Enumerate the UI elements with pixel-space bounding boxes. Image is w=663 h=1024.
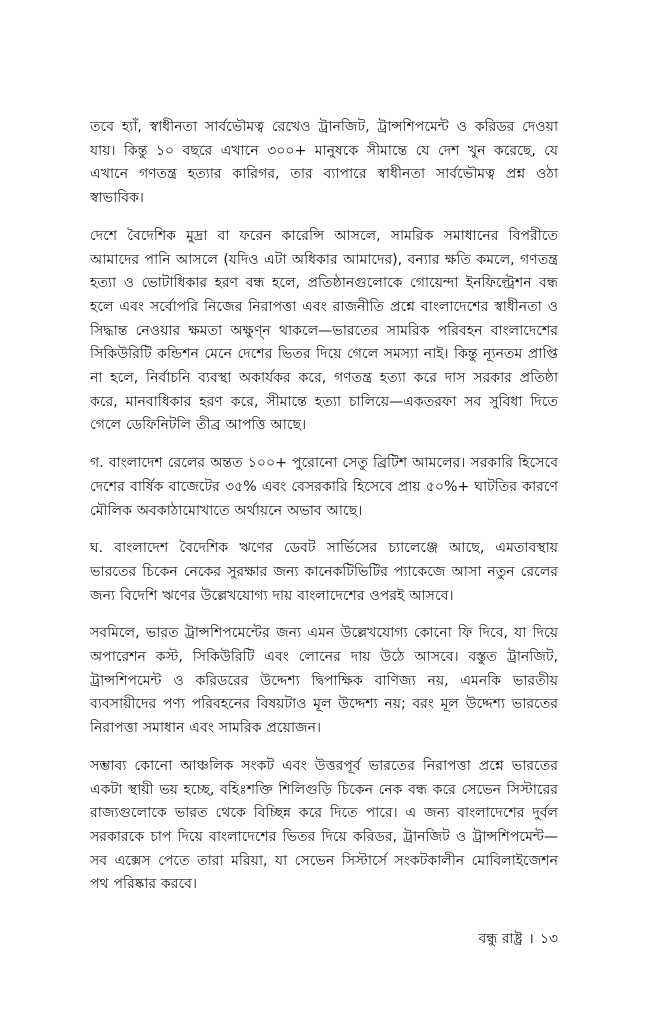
page-number: ১৩ [539, 931, 558, 947]
paragraph-conditions: দেশে বৈদেশিক মুদ্রা বা ফরেন কারেন্সি আসলে, সামরিক সমাধানের বিপরীতে আমাদের পানি আসলে (যদিও এটা অধিকার আমাদের), বন্যার ক্ষতি কমলে, গণতন্ত্র হত্যা ও ভোটাধিকার হরণ বন্ধ হলে, প্রতিষ্ঠানগুলোকে গোয়েন্দা ইনফিল্ট্রেশন বন্ধ হলে এবং সর্বোপরি নিজের নিরাপত্তা এবং রাজনীতি প্রশ্নে বাংলাদেশের স্বাধীনতা ও সিদ্ধান্ত নেওয়ার ক্ষমতা অক্ষুণ্ন থাকলে—ভারতের সামরিক পরিবহন বাংলাদেশের সিকিউরিটি কন্ডিশন মেনে দেশের ভিতর দিয়ে গেলে সমস্যা নাই। কিন্তু ন্যূনতম প্রাপ্তি না হলে, নির্বাচনি ব্যবস্থা অকার্যকর করে, গণতন্ত্র হত্যা করে দাস সরকার প্রতিষ্ঠা করে, মানবাধিকার হরণ করে, সীমান্তে হত্যা চালিয়ে—একতরফা সব সুবিধা দিতে গেলে ডেফিনিটলি তীব্র আপত্তি আছে। [90, 227, 558, 434]
page-footer [478, 929, 558, 949]
paragraph-foreign-debt: ঘ. বাংলাদেশ বৈদেশিক ঋণের ডেবট সার্ভিসের চ্যালেঞ্জে আছে, এমতাবস্থায় ভারতের চিকেন নেকের সুরক্ষার জন্য কানেকটিভিটির প্যাকেজে আসা নতুন রেলের জন্য বিদেশি ঋণের উল্লেখযোগ্য দায় বাংলাদেশের ওপরই আসবে। [90, 540, 558, 604]
footer-separator: । [528, 931, 534, 947]
paragraph-railway-bridges: গ. বাংলাদেশ রেলের অন্তত ১০০+ পুরোনো সেতু ব্রিটিশ আমলের। সরকারি হিসেবে দেশের বার্ষিক বাজেটের ৩৫% এবং বেসরকারি হিসেবে প্রায় ৫০%+ ঘাটতির কারণে মৌলিক অবকাঠামোখাতে অর্থায়নে অভাব আছে। [90, 455, 558, 519]
running-title: বন্ধু রাষ্ট্র [478, 931, 523, 947]
paragraph-chicken-neck: সম্ভাব্য কোনো আঞ্চলিক সংকট এবং উত্তরপূর্ব ভারতের নিরাপত্তা প্রশ্নে ভারতের একটা স্থায়ী ভয় হচ্ছে, বহিঃশক্তি শিলিগুড়ি চিকেন নেক বন্ধ করে সেভেন সিস্টারের রাজ্যগুলোকে ভারত থেকে বিচ্ছিন্ন করে দিতে পারে। এ জন্য বাংলাদেশের দুর্বল সরকারকে চাপ দিয়ে বাংলাদেশের ভিতর দিয়ে করিডর, ট্রানজিট ও ট্রান্সশিপমেন্ট—সব এক্সেস পেতে তারা মরিয়া, যা সেভেন সিস্টার্সে সংকটকালীন মোবিলাইজেশন পথ পরিষ্কার করবে। [90, 757, 558, 893]
paragraph-sovereignty: তবে হ্যাঁ, স্বাধীনতা সার্বভৌমত্ব রেখেও ট্রানজিট, ট্রান্সশিপমেন্ট ও করিডর দেওয়া যায়। কিন্তু ১০ বছরে এখানে ৩০০+ মানুষকে সীমান্তে যে দেশ খুন করেছে, যে এখানে গণতন্ত্র হত্যার কারিগর, তার ব্যাপারে স্বাধীনতা সার্বভৌমত্ব প্রশ্ন ওঠা স্বাভাবিক। [90, 119, 558, 207]
body-text [90, 116, 558, 911]
paragraph-transshipment-fee: সবমিলে, ভারত ট্রান্সশিপমেন্টের জন্য এমন উল্লেখযোগ্য কোনো ফি দিবে, যা দিয়ে অপারেশন কস্ট, সিকিউরিটি এবং লোনের দায় উঠে আসবে। বস্তুত ট্রানজিট, ট্রান্সশিপমেন্ট ও করিডরের উদ্দেশ্য দ্বিপাক্ষিক বাণিজ্য নয়, এমনকি ভারতীয় ব্যবসায়ীদের পণ্য পরিবহনের বিষয়টাও মূল উদ্দেশ্য নয়; বরং মূল উদ্দেশ্য ভারতের নিরাপত্তা সমাধান এবং সামরিক প্রয়োজন। [90, 625, 558, 737]
